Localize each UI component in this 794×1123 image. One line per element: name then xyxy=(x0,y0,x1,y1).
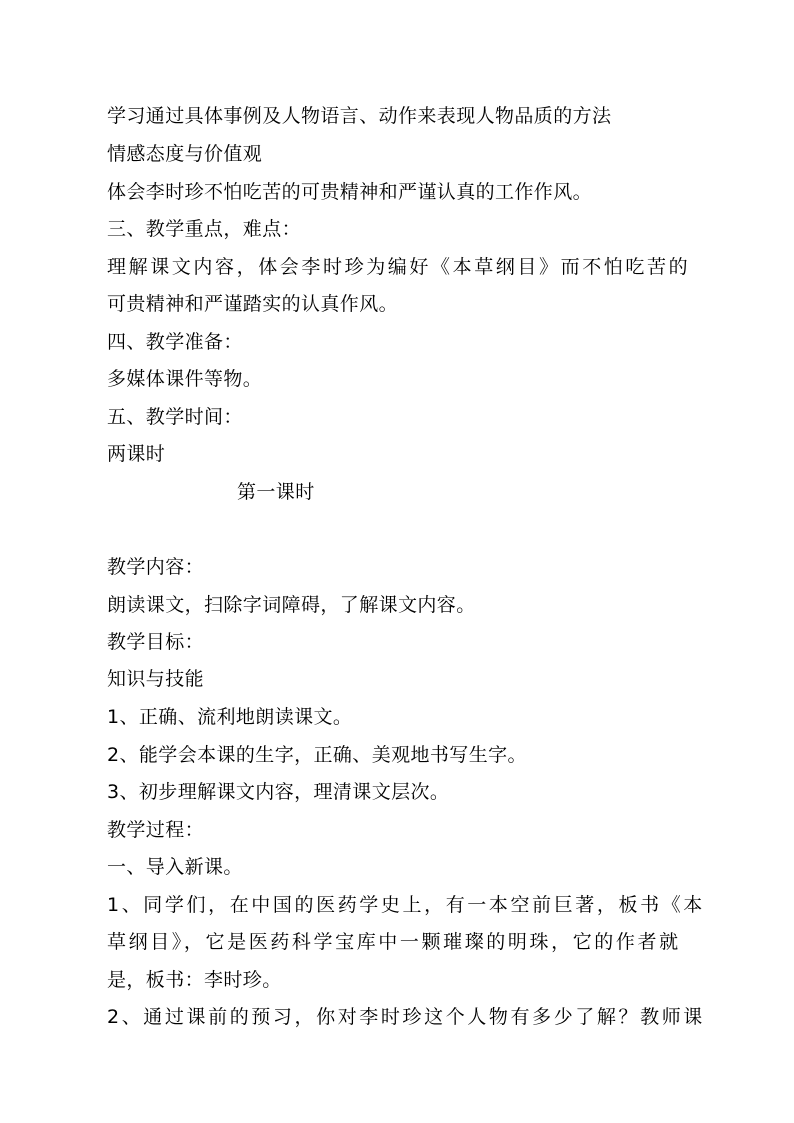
list-item: 3、初步理解课文内容，理清课文层次。 xyxy=(107,781,450,803)
text-line: 理解课文内容，体会李时珍为编好《本草纲目》而不怕吃苦的 xyxy=(107,256,691,278)
text-line: 草纲目》，它是医药科学宝库中一颗璀璨的明珠，它的作者就 xyxy=(107,931,681,953)
section-heading: 知识与技能 xyxy=(107,668,205,690)
text-line: 体会李时珍不怕吃苦的可贵精神和严谨认真的工作作风。 xyxy=(107,181,593,203)
section-heading: 五、教学时间： xyxy=(107,406,243,428)
section-heading: 三、教学重点，难点： xyxy=(107,218,302,240)
text-line: 可贵精神和严谨踏实的认真作风。 xyxy=(107,293,399,315)
text-line: 朗读课文，扫除字词障碍，了解课文内容。 xyxy=(107,594,476,616)
text-line: 2、通过课前的预习，你对李时珍这个人物有多少了解？教师课 xyxy=(107,1006,705,1028)
section-heading: 教学内容： xyxy=(107,556,205,578)
list-item: 2、能学会本课的生字，正确、美观地书写生字。 xyxy=(107,744,527,766)
section-heading: 教学过程： xyxy=(107,819,205,841)
text-line: 1、同学们，在中国的医药学史上，有一本空前巨著，板书《本 xyxy=(107,894,705,916)
text-line: 两课时 xyxy=(107,443,166,465)
section-heading: 四、教学准备： xyxy=(107,331,243,353)
lesson-title: 第一课时 xyxy=(237,481,315,503)
text-line: 是，板书：李时珍。 xyxy=(107,969,282,991)
section-heading: 情感态度与价值观 xyxy=(107,143,263,165)
text-line: 多媒体课件等物。 xyxy=(107,368,263,390)
section-heading: 一、导入新课。 xyxy=(107,856,243,878)
section-heading: 教学目标： xyxy=(107,631,205,653)
list-item: 1、正确、流利地朗读课文。 xyxy=(107,706,353,728)
text-line: 学习通过具体事例及人物语言、动作来表现人物品质的方法 xyxy=(107,105,612,127)
